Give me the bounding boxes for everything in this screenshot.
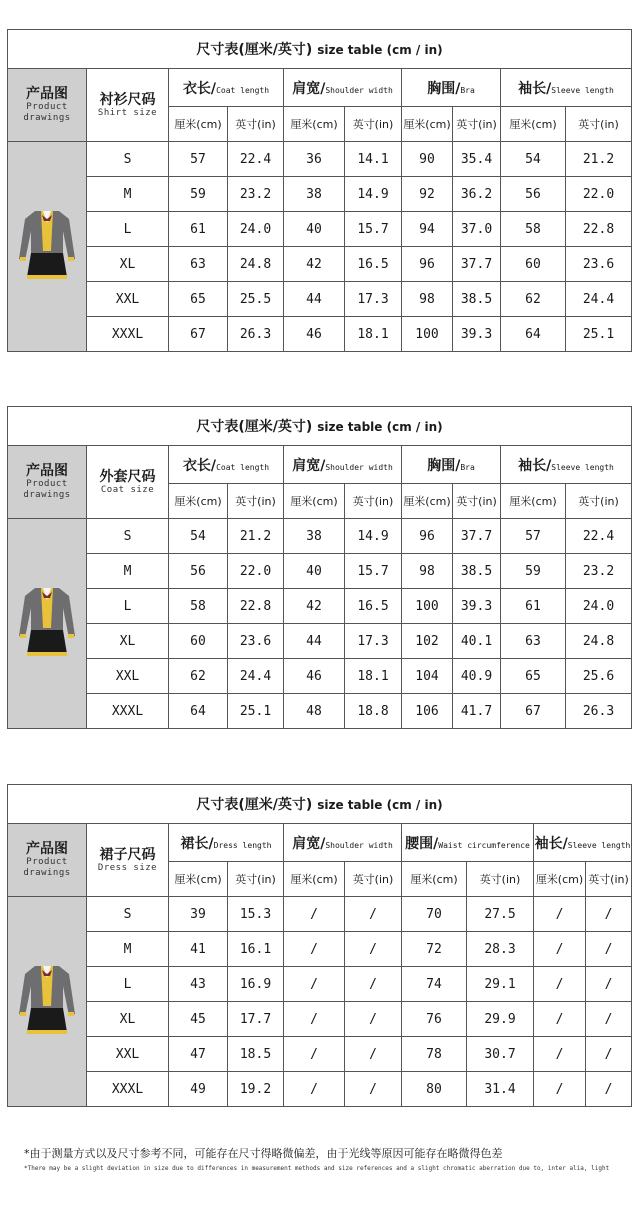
table-cell: 36 (284, 142, 345, 177)
table-cell: / (534, 932, 586, 967)
table-cell: 40 (284, 554, 345, 589)
unit-in-label: 英寸(in) (586, 862, 632, 897)
column-header: 腰围/Waist circumference (402, 824, 534, 862)
table-cell: 92 (402, 177, 453, 212)
table-cell: 72 (402, 932, 467, 967)
table-cell: 37.7 (453, 247, 501, 282)
table-cell: 41.7 (453, 694, 501, 729)
table-cell: 58 (501, 212, 566, 247)
table-cell: 59 (169, 177, 228, 212)
table-cell: 39 (169, 897, 228, 932)
table-row (8, 142, 632, 177)
unit-cm-label: 厘米(cm) (284, 107, 345, 142)
size-label: XXXL (87, 1072, 169, 1107)
table-cell: / (345, 1072, 402, 1107)
unit-cm-label: 厘米(cm) (284, 484, 345, 519)
table-cell: 54 (501, 142, 566, 177)
table-cell: 96 (402, 247, 453, 282)
size-header: 衬衫尺码 Shirt size (87, 69, 169, 142)
table-cell: 29.1 (467, 967, 534, 1002)
table-cell: 23.6 (228, 624, 284, 659)
table-cell: 39.3 (453, 589, 501, 624)
unit-in-label: 英寸(in) (228, 107, 284, 142)
size-label: S (87, 519, 169, 554)
table-cell: 56 (169, 554, 228, 589)
table-row (8, 212, 632, 247)
table-cell: 106 (402, 694, 453, 729)
table-cell: / (345, 1002, 402, 1037)
unit-cm-label: 厘米(cm) (402, 484, 453, 519)
table-cell: 21.2 (566, 142, 632, 177)
table-cell: 22.8 (228, 589, 284, 624)
size-label: M (87, 932, 169, 967)
table-cell: 98 (402, 554, 453, 589)
size-label: XL (87, 624, 169, 659)
table-cell: 18.8 (345, 694, 402, 729)
table-title: 尺寸表(厘米/英寸) size table (cm / in) (8, 785, 632, 824)
table-cell: 42 (284, 589, 345, 624)
column-header: 衣长/Coat length (169, 69, 284, 107)
uniform-product-image (8, 897, 87, 1107)
column-header: 袖长/Sleeve length (501, 446, 632, 484)
column-header: 肩宽/Shoulder width (284, 69, 402, 107)
table-cell: 43 (169, 967, 228, 1002)
table-cell: 14.1 (345, 142, 402, 177)
table-cell: 44 (284, 282, 345, 317)
school-uniform-icon (17, 952, 77, 1052)
table-cell: 42 (284, 247, 345, 282)
table-cell: 29.9 (467, 1002, 534, 1037)
table-cell: 49 (169, 1072, 228, 1107)
size-label: XXL (87, 282, 169, 317)
table-row (8, 624, 632, 659)
table-row (8, 554, 632, 589)
table-cell: 15.7 (345, 554, 402, 589)
table-cell: / (284, 1002, 345, 1037)
table-cell: 37.0 (453, 212, 501, 247)
table-cell: 96 (402, 519, 453, 554)
column-header: 肩宽/Shoulder width (284, 824, 402, 862)
table-cell: 26.3 (228, 317, 284, 352)
table-cell: 57 (501, 519, 566, 554)
table-cell: 67 (169, 317, 228, 352)
table-cell: 15.3 (228, 897, 284, 932)
table-row (8, 589, 632, 624)
table-row (8, 694, 632, 729)
table-cell: 102 (402, 624, 453, 659)
column-header: 袖长/Sleeve length (501, 69, 632, 107)
product-drawings-header: 产品图 Product drawings (8, 446, 87, 519)
table-cell: 57 (169, 142, 228, 177)
table-cell: 23.2 (566, 554, 632, 589)
uniform-product-image (8, 142, 87, 352)
table-cell: 24.4 (566, 282, 632, 317)
school-uniform-icon (17, 197, 77, 297)
table-row (8, 967, 632, 1002)
table-cell: 14.9 (345, 519, 402, 554)
table-cell: 30.7 (467, 1037, 534, 1072)
table-cell: 25.5 (228, 282, 284, 317)
unit-in-label: 英寸(in) (345, 107, 402, 142)
table-cell: 18.1 (345, 659, 402, 694)
table-cell: / (586, 932, 632, 967)
table-cell: 59 (501, 554, 566, 589)
table-cell: 41 (169, 932, 228, 967)
size-label: L (87, 212, 169, 247)
table-cell: 90 (402, 142, 453, 177)
table-cell: 24.8 (228, 247, 284, 282)
size-label: L (87, 589, 169, 624)
table-cell: 38.5 (453, 282, 501, 317)
size-label: XXXL (87, 317, 169, 352)
table-cell: 28.3 (467, 932, 534, 967)
unit-in-label: 英寸(in) (228, 862, 284, 897)
table-cell: 31.4 (467, 1072, 534, 1107)
shirt-size-table (7, 29, 632, 352)
table-cell: 25.1 (228, 694, 284, 729)
table-row (8, 1002, 632, 1037)
table-cell: 78 (402, 1037, 467, 1072)
table-cell: 61 (169, 212, 228, 247)
table-cell: 98 (402, 282, 453, 317)
table-cell: 64 (169, 694, 228, 729)
unit-cm-label: 厘米(cm) (169, 484, 228, 519)
table-cell: / (284, 932, 345, 967)
table-cell: 25.6 (566, 659, 632, 694)
size-label: XXXL (87, 694, 169, 729)
table-row (8, 247, 632, 282)
column-header: 胸围/Bra (402, 69, 501, 107)
table-row (8, 897, 632, 932)
table-cell: 22.0 (566, 177, 632, 212)
table-cell: 19.2 (228, 1072, 284, 1107)
size-label: L (87, 967, 169, 1002)
table-cell: 17.3 (345, 624, 402, 659)
table-row (8, 1037, 632, 1072)
table-cell: / (586, 1002, 632, 1037)
unit-in-label: 英寸(in) (228, 484, 284, 519)
table-cell: 46 (284, 317, 345, 352)
size-label: XXL (87, 659, 169, 694)
measurement-note-en: *There may be a slight deviation in size due to differences in measurement methods and size references and a slight chromatic aberration due to, inter alia, light (24, 1165, 610, 1172)
table-row (8, 317, 632, 352)
table-cell: / (534, 1072, 586, 1107)
table-cell: 35.4 (453, 142, 501, 177)
table-cell: / (345, 967, 402, 1002)
table-cell: 61 (501, 589, 566, 624)
table-cell: 40.9 (453, 659, 501, 694)
table-cell: / (586, 1072, 632, 1107)
table-cell: 44 (284, 624, 345, 659)
table-cell: / (284, 897, 345, 932)
table-cell: 22.8 (566, 212, 632, 247)
table-cell: 18.5 (228, 1037, 284, 1072)
table-row (8, 1072, 632, 1107)
table-cell: 100 (402, 589, 453, 624)
table-cell: 22.0 (228, 554, 284, 589)
table-cell: 60 (501, 247, 566, 282)
size-label: XL (87, 1002, 169, 1037)
table-cell: 24.8 (566, 624, 632, 659)
unit-in-label: 英寸(in) (453, 484, 501, 519)
column-header: 胸围/Bra (402, 446, 501, 484)
table-cell: 23.2 (228, 177, 284, 212)
table-cell: 38 (284, 519, 345, 554)
unit-cm-label: 厘米(cm) (534, 862, 586, 897)
unit-cm-label: 厘米(cm) (402, 862, 467, 897)
table-cell: 40.1 (453, 624, 501, 659)
unit-in-label: 英寸(in) (467, 862, 534, 897)
table-cell: / (534, 1037, 586, 1072)
table-cell: 65 (501, 659, 566, 694)
table-cell: 56 (501, 177, 566, 212)
column-header: 袖长/Sleeve length (534, 824, 632, 862)
table-cell: / (586, 897, 632, 932)
product-drawings-header: 产品图 Product drawings (8, 69, 87, 142)
coat-size-table (7, 406, 632, 729)
size-label: S (87, 897, 169, 932)
table-cell: 94 (402, 212, 453, 247)
table-cell: 40 (284, 212, 345, 247)
table-cell: 74 (402, 967, 467, 1002)
table-cell: 15.7 (345, 212, 402, 247)
table-cell: 38.5 (453, 554, 501, 589)
unit-in-label: 英寸(in) (453, 107, 501, 142)
table-cell: 27.5 (467, 897, 534, 932)
table-cell: 26.3 (566, 694, 632, 729)
size-label: XL (87, 247, 169, 282)
table-cell: 70 (402, 897, 467, 932)
table-row (8, 282, 632, 317)
table-cell: 22.4 (228, 142, 284, 177)
table-row (8, 932, 632, 967)
uniform-product-image (8, 519, 87, 729)
size-header: 裙子尺码 Dress size (87, 824, 169, 897)
table-cell: 76 (402, 1002, 467, 1037)
unit-cm-label: 厘米(cm) (169, 107, 228, 142)
table-cell: 17.3 (345, 282, 402, 317)
table-cell: / (345, 932, 402, 967)
table-cell: 63 (169, 247, 228, 282)
table-cell: 23.6 (566, 247, 632, 282)
unit-cm-label: 厘米(cm) (402, 107, 453, 142)
column-header: 裙长/Dress length (169, 824, 284, 862)
table-cell: 16.1 (228, 932, 284, 967)
table-cell: 14.9 (345, 177, 402, 212)
table-cell: / (534, 897, 586, 932)
table-cell: 45 (169, 1002, 228, 1037)
table-cell: 39.3 (453, 317, 501, 352)
table-cell: 46 (284, 659, 345, 694)
size-header: 外套尺码 Coat size (87, 446, 169, 519)
table-cell: 21.2 (228, 519, 284, 554)
product-drawings-header: 产品图 Product drawings (8, 824, 87, 897)
table-cell: / (586, 1037, 632, 1072)
table-cell: / (534, 1002, 586, 1037)
unit-in-label: 英寸(in) (345, 484, 402, 519)
table-cell: 16.9 (228, 967, 284, 1002)
table-cell: 54 (169, 519, 228, 554)
table-cell: 62 (501, 282, 566, 317)
school-uniform-icon (17, 574, 77, 674)
table-cell: 67 (501, 694, 566, 729)
table-cell: / (534, 967, 586, 1002)
table-cell: 24.4 (228, 659, 284, 694)
size-label: M (87, 177, 169, 212)
table-cell: 80 (402, 1072, 467, 1107)
table-cell: 22.4 (566, 519, 632, 554)
table-cell: 38 (284, 177, 345, 212)
table-cell: 16.5 (345, 247, 402, 282)
unit-cm-label: 厘米(cm) (501, 107, 566, 142)
unit-cm-label: 厘米(cm) (501, 484, 566, 519)
table-cell: 62 (169, 659, 228, 694)
table-cell: 60 (169, 624, 228, 659)
table-cell: 24.0 (566, 589, 632, 624)
table-cell: 16.5 (345, 589, 402, 624)
table-title: 尺寸表(厘米/英寸) size table (cm / in) (8, 407, 632, 446)
table-cell: 36.2 (453, 177, 501, 212)
table-cell: 104 (402, 659, 453, 694)
column-header: 肩宽/Shoulder width (284, 446, 402, 484)
dress-size-table (7, 784, 632, 1107)
unit-cm-label: 厘米(cm) (169, 862, 228, 897)
table-cell: 63 (501, 624, 566, 659)
table-cell: / (586, 967, 632, 1002)
size-label: XXL (87, 1037, 169, 1072)
table-cell: 24.0 (228, 212, 284, 247)
table-cell: / (284, 1072, 345, 1107)
unit-cm-label: 厘米(cm) (284, 862, 345, 897)
table-cell: / (345, 1037, 402, 1072)
table-row (8, 519, 632, 554)
table-cell: / (345, 897, 402, 932)
measurement-note-cn: *由于测量方式以及尺寸参考不同，可能存在尺寸得略微偏差，由于光线等原因可能存在略微得色差 (24, 1147, 503, 1160)
size-label: M (87, 554, 169, 589)
table-cell: 64 (501, 317, 566, 352)
unit-in-label: 英寸(in) (566, 107, 632, 142)
table-row (8, 659, 632, 694)
unit-in-label: 英寸(in) (345, 862, 402, 897)
table-cell: 58 (169, 589, 228, 624)
unit-in-label: 英寸(in) (566, 484, 632, 519)
table-cell: 37.7 (453, 519, 501, 554)
table-cell: 65 (169, 282, 228, 317)
table-cell: 47 (169, 1037, 228, 1072)
table-cell: / (284, 967, 345, 1002)
table-cell: 100 (402, 317, 453, 352)
table-cell: / (284, 1037, 345, 1072)
table-title: 尺寸表(厘米/英寸) size table (cm / in) (8, 30, 632, 69)
table-cell: 25.1 (566, 317, 632, 352)
table-cell: 48 (284, 694, 345, 729)
column-header: 衣长/Coat length (169, 446, 284, 484)
size-label: S (87, 142, 169, 177)
table-cell: 18.1 (345, 317, 402, 352)
table-row (8, 177, 632, 212)
table-cell: 17.7 (228, 1002, 284, 1037)
